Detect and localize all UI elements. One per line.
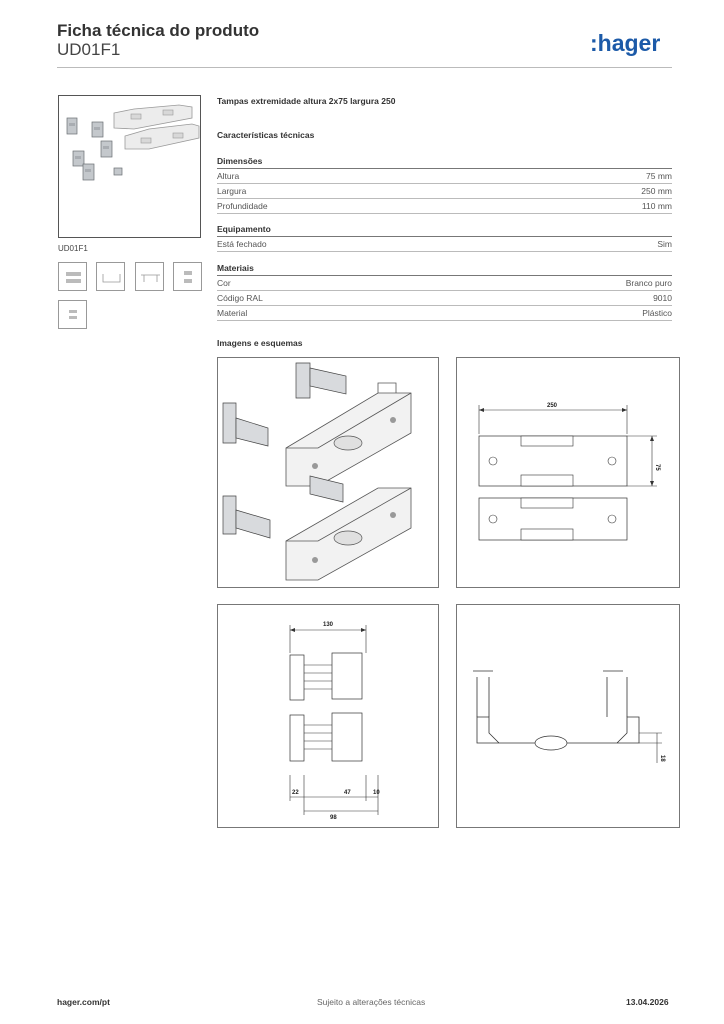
- top-dimension: 130: [323, 622, 334, 628]
- right-dimension: 10: [373, 790, 380, 796]
- section-view-panel: [456, 604, 680, 828]
- spec-value: Sim: [657, 239, 672, 249]
- middle-dimension: 47: [344, 790, 351, 796]
- spec-value: 250 mm: [641, 186, 672, 196]
- page-title: Ficha técnica do produto: [57, 21, 260, 40]
- spec-label: Cor: [217, 278, 231, 288]
- hager-logo: [590, 30, 680, 58]
- spec-label: Material: [217, 308, 248, 318]
- spec-label: Altura: [217, 171, 240, 181]
- spec-row: [217, 276, 672, 291]
- product-image: [58, 95, 201, 238]
- left-dimension: 22: [292, 790, 299, 796]
- product-code-heading: UD01F1: [57, 40, 121, 59]
- footer-date: 13.04.2026: [626, 997, 669, 1007]
- thumbnail-front-drawing[interactable]: [96, 262, 125, 291]
- thumbnail-section-drawing[interactable]: [58, 300, 87, 329]
- spec-value: Plástico: [642, 308, 672, 318]
- spec-group-materials: [217, 263, 672, 321]
- spec-row: [217, 199, 672, 214]
- depth-dimension: 18: [659, 755, 665, 762]
- spec-row: [217, 306, 672, 321]
- spec-label: Profundidade: [217, 201, 268, 211]
- height-dimension: 75: [654, 464, 660, 471]
- spec-value: 75 mm: [646, 171, 672, 181]
- width-dimension: 250: [547, 403, 558, 409]
- images-section-title: Imagens e esquemas: [217, 338, 303, 348]
- thumbnail-side-drawing[interactable]: [173, 262, 202, 291]
- brand-text: :hager: [590, 30, 661, 56]
- product-description: Tampas extremidade altura 2x75 largura 250: [217, 96, 396, 106]
- technical-section-title: Características técnicas: [217, 130, 315, 140]
- spec-value: 110 mm: [641, 201, 672, 211]
- thumbnail-photo[interactable]: [58, 262, 87, 291]
- isometric-drawing-panel: [217, 357, 439, 588]
- spec-group-title: Equipamento: [217, 224, 672, 237]
- spec-label: Código RAL: [217, 293, 263, 303]
- spec-label: Largura: [217, 186, 247, 196]
- spec-row: [217, 237, 672, 252]
- header-divider: [57, 67, 672, 68]
- product-code-label: UD01F1: [58, 244, 88, 253]
- spec-group-title: Materiais: [217, 263, 672, 276]
- spec-group-dimensions: [217, 156, 672, 214]
- thumbnail-top-drawing[interactable]: [135, 262, 164, 291]
- footer-note: Sujeito a alterações técnicas: [317, 997, 426, 1007]
- spec-row: [217, 169, 672, 184]
- front-view-panel: [456, 357, 680, 588]
- bottom-dimension: 98: [330, 815, 337, 821]
- spec-row: [217, 291, 672, 306]
- side-view-panel: [217, 604, 439, 828]
- spec-row: [217, 184, 672, 199]
- spec-group-title: Dimensões: [217, 156, 672, 169]
- footer-url[interactable]: hager.com/pt: [57, 997, 110, 1007]
- spec-label: Está fechado: [217, 239, 267, 249]
- spec-value: Branco puro: [625, 278, 672, 288]
- spec-group-equipment: [217, 224, 672, 252]
- spec-value: 9010: [653, 293, 672, 303]
